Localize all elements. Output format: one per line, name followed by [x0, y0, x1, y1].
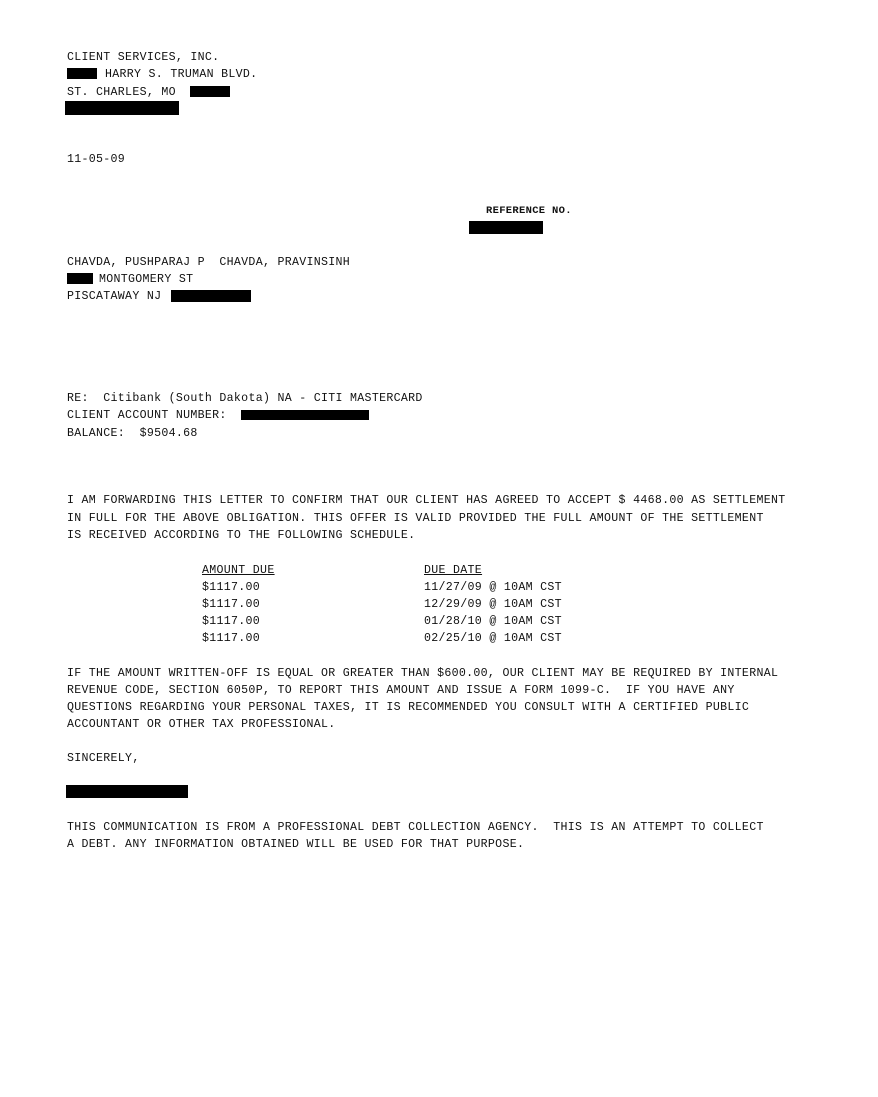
balance-label: BALANCE: [67, 427, 126, 440]
schedule-header-amount: AMOUNT DUE [202, 564, 275, 577]
schedule-row-date: 12/29/09 @ 10AM CST [424, 598, 562, 611]
account-line [67, 409, 369, 423]
reference-label: REFERENCE NO. [486, 205, 572, 217]
disclaimer-line-2: A DEBT. ANY INFORMATION OBTAINED WILL BE USED FOR THAT PURPOSE. [67, 838, 525, 851]
account-label: CLIENT ACCOUNT NUMBER: [67, 409, 227, 422]
schedule-row-date: 01/28/10 @ 10AM CST [424, 615, 562, 628]
schedule-row-amount: $1117.00 [202, 615, 261, 628]
re-label: RE: [67, 392, 89, 405]
body-intro-line-3: IS RECEIVED ACCORDING TO THE FOLLOWING SCHEDULE. [67, 529, 416, 542]
redaction-bar [67, 273, 93, 284]
schedule-row-amount: $1117.00 [202, 632, 261, 645]
redaction-bar [171, 290, 251, 302]
recipient-street-line [67, 273, 193, 287]
sender-city-line [67, 86, 230, 100]
schedule-row-amount: $1117.00 [202, 581, 261, 594]
signature-redaction [66, 785, 188, 798]
closing: SINCERELY, [67, 752, 140, 765]
recipient-city: PISCATAWAY NJ [67, 290, 162, 304]
sender-company: CLIENT SERVICES, INC. [67, 51, 220, 64]
sender-street-line [67, 68, 257, 82]
sender-street: HARRY S. TRUMAN BLVD. [105, 68, 258, 81]
schedule-header-date: DUE DATE [424, 564, 483, 577]
schedule-row-date: 02/25/10 @ 10AM CST [424, 632, 562, 645]
recipient-street: MONTGOMERY ST [99, 273, 194, 286]
redaction-bar [469, 221, 543, 234]
schedule-row-date: 11/27/09 @ 10AM CST [424, 581, 562, 594]
redaction-bar [190, 86, 230, 97]
tax-notice-line-4: ACCOUNTANT OR OTHER TAX PROFESSIONAL. [67, 718, 336, 731]
recipient-city-line [67, 290, 251, 304]
tax-notice-line-2: REVENUE CODE, SECTION 6050P, TO REPORT THIS AMOUNT AND ISSUE A FORM 1099-C. IF YOU HAVE ANY [67, 684, 735, 697]
disclaimer-line-1: THIS COMMUNICATION IS FROM A PROFESSIONAL DEBT COLLECTION AGENCY. THIS IS AN ATTEMPT TO COLLECT [67, 821, 764, 834]
redaction-bar [67, 68, 97, 79]
re-line [67, 392, 423, 406]
body-intro-line-1: I AM FORWARDING THIS LETTER TO CONFIRM THAT OUR CLIENT HAS AGREED TO ACCEPT $ 4468.00 AS SETTLEMENT [67, 494, 786, 507]
body-intro-line-2: IN FULL FOR THE ABOVE OBLIGATION. THIS OFFER IS VALID PROVIDED THE FULL AMOUNT OF THE SETTLEMENT [67, 512, 764, 525]
re-creditor: Citibank (South Dakota) NA - CITI MASTERCARD [103, 392, 423, 405]
recipient-names: CHAVDA, PUSHPARAJ P CHAVDA, PRAVINSINH [67, 256, 351, 269]
redaction-bar [241, 410, 369, 420]
sender-city: ST. CHARLES, MO [67, 86, 176, 99]
letter-date: 11-05-09 [67, 153, 126, 166]
tax-notice-line-1: IF THE AMOUNT WRITTEN-OFF IS EQUAL OR GREATER THAN $600.00, OUR CLIENT MAY BE REQUIRED BY INTERNAL [67, 667, 779, 680]
redaction-bar [65, 101, 179, 115]
schedule-row-amount: $1117.00 [202, 598, 261, 611]
balance-value: $9504.68 [139, 427, 198, 440]
balance-line [67, 427, 198, 441]
tax-notice-line-3: QUESTIONS REGARDING YOUR PERSONAL TAXES, IT IS RECOMMENDED YOU CONSULT WITH A CERTIFIED PUBLIC [67, 701, 750, 714]
